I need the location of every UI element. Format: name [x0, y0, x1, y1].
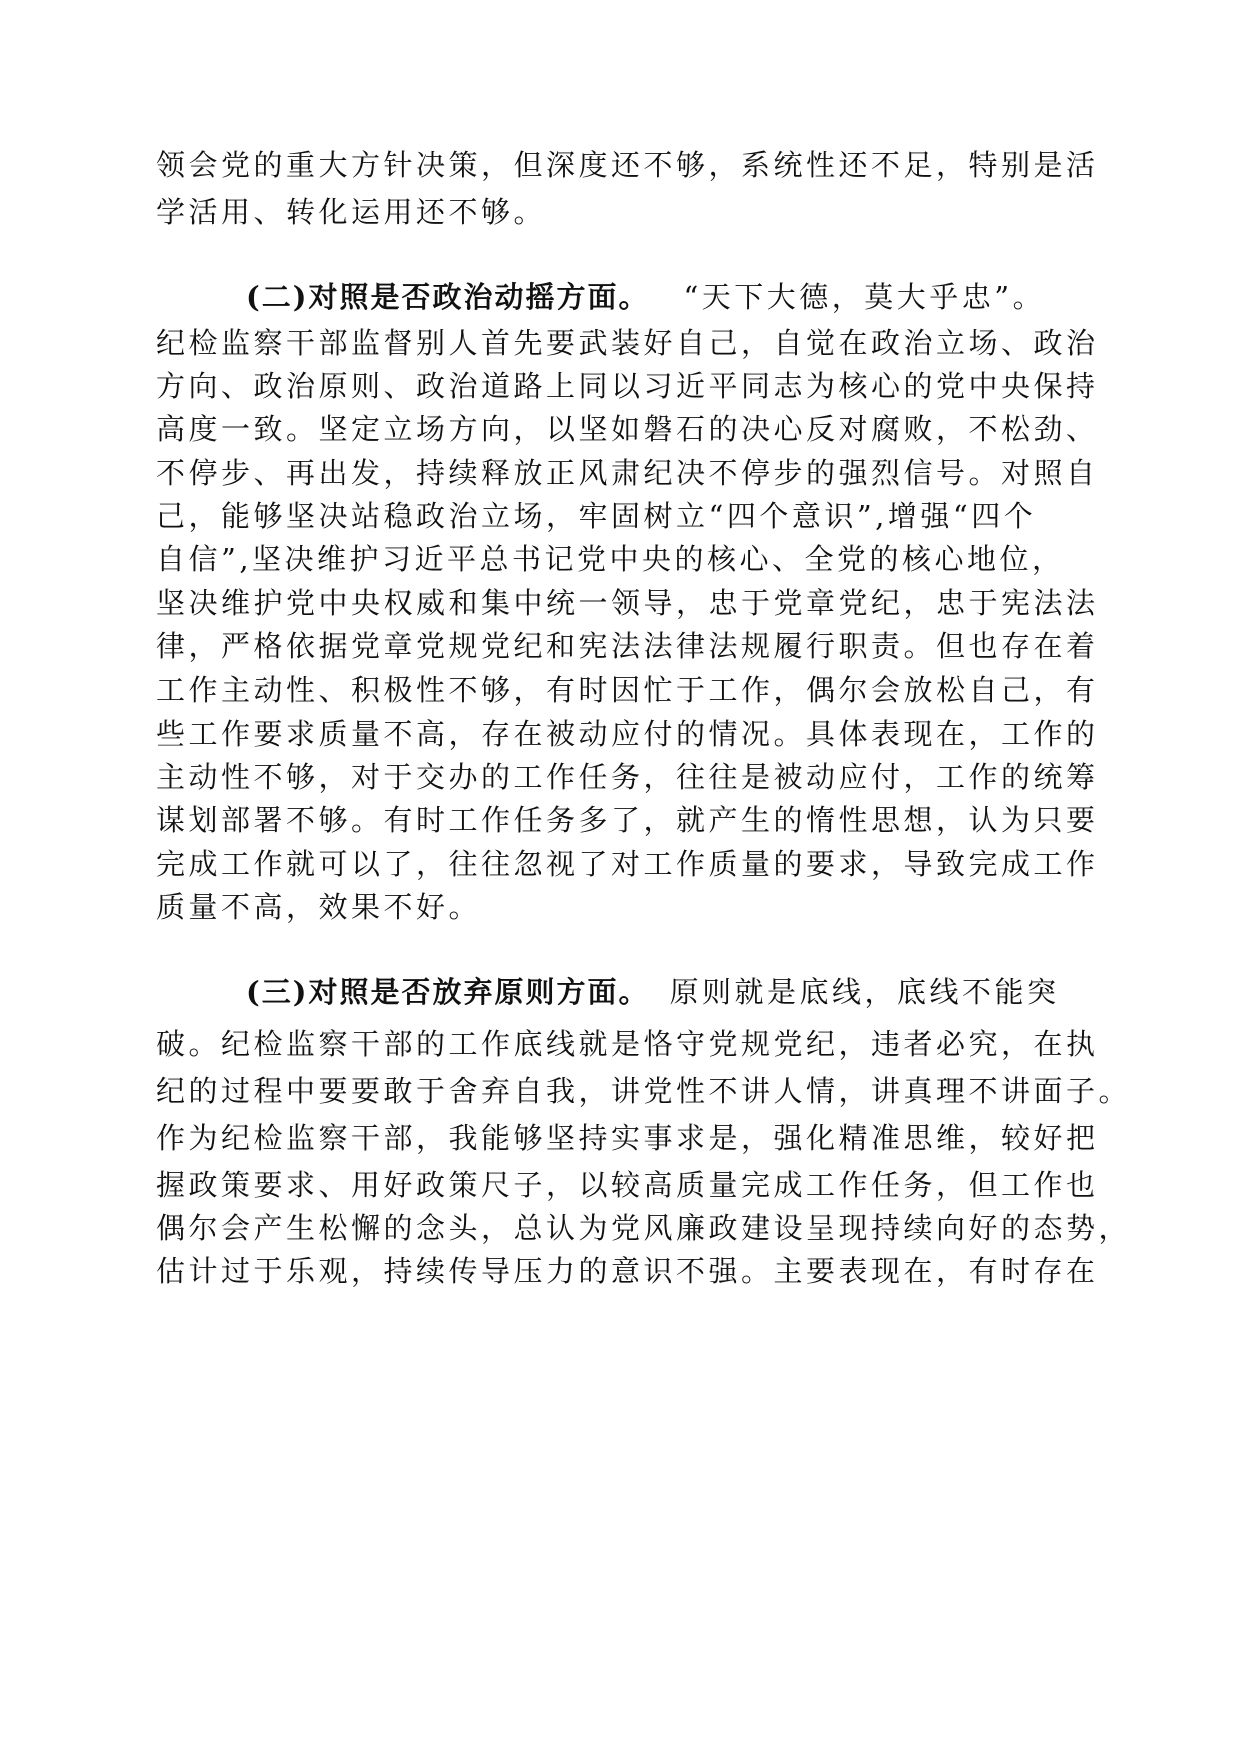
section-2-line-14: 质量不高，效果不好。: [156, 890, 482, 924]
paragraph-1-line-1: 领会党的重大方针决策，但深度还不够，系统性还不足，特别是活: [156, 148, 1099, 182]
section-2-line-2: 方向、政治原则、政治道路上同以习近平同志为核心的党中央保持: [156, 369, 1099, 403]
section-2-first-line: [246, 279, 1045, 315]
section-2-line-8: 律，严格依据党章党规党纪和宪法法律法规履行职责。但也存在着: [156, 629, 1099, 663]
section-2-line-6: 自信”,坚决维护习近平总书记党中央的核心、全党的核心地位，: [156, 542, 1065, 576]
section-2-line-9: 工作主动性、积极性不够，有时因忙于工作，偶尔会放松自己，有: [156, 673, 1099, 707]
section-2-line-3: 高度一致。坚定立场方向，以坚如磐石的决心反对腐败，不松劲、: [156, 412, 1099, 446]
section-2-lead: “天下大德，莫大乎忠”。: [683, 280, 1046, 314]
paragraph-1-line-2: 学活用、转化运用还不够。: [156, 195, 547, 229]
section-2-line-5: 己，能够坚决站稳政治立场，牢固树立“四个意识”,增强“四个: [156, 499, 1037, 533]
section-2-line-1: 纪检监察干部监督别人首先要武装好自己，自觉在政治立场、政治: [156, 326, 1099, 360]
section-3-lead: 原则就是底线，底线不能突: [669, 975, 1060, 1009]
section-2-heading: (二)对照是否政治动摇方面。: [246, 280, 650, 314]
section-3-line-1: 破。纪检监察干部的工作底线就是恪守党规党纪，违者必究，在执: [156, 1027, 1099, 1061]
section-3-line-5: 偶尔会产生松懈的念头，总认为党风廉政建设呈现持续向好的态势，: [156, 1211, 1132, 1245]
section-2-line-13: 完成工作就可以了，往往忽视了对工作质量的要求，导致完成工作: [156, 847, 1099, 881]
section-3-heading: (三)对照是否放弃原则方面。: [246, 975, 650, 1009]
section-2-line-12: 谋划部署不够。有时工作任务多了，就产生的惰性思想，认为只要: [156, 803, 1099, 837]
section-3-line-6: 估计过于乐观，持续传导压力的意识不强。主要表现在，有时存在: [156, 1254, 1099, 1288]
section-3-line-2: 纪的过程中要要敢于舍弃自我，讲党性不讲人情，讲真理不讲面子。: [156, 1074, 1132, 1108]
section-3-line-4: 握政策要求、用好政策尺子，以较高质量完成工作任务，但工作也: [156, 1168, 1099, 1202]
section-2-line-4: 不停步、再出发，持续释放正风肃纪决不停步的强烈信号。对照自: [156, 456, 1099, 490]
section-3-line-3: 作为纪检监察干部，我能够坚持实事求是，强化精准思维，较好把: [156, 1121, 1099, 1155]
section-2-line-10: 些工作要求质量不高，存在被动应付的情况。具体表现在，工作的: [156, 717, 1099, 751]
section-2-line-11: 主动性不够，对于交办的工作任务，往往是被动应付，工作的统筹: [156, 760, 1099, 794]
section-3-first-line: [246, 974, 1059, 1010]
section-2-line-7: 坚决维护党中央权威和集中统一领导，忠于党章党纪，忠于宪法法: [156, 586, 1099, 620]
